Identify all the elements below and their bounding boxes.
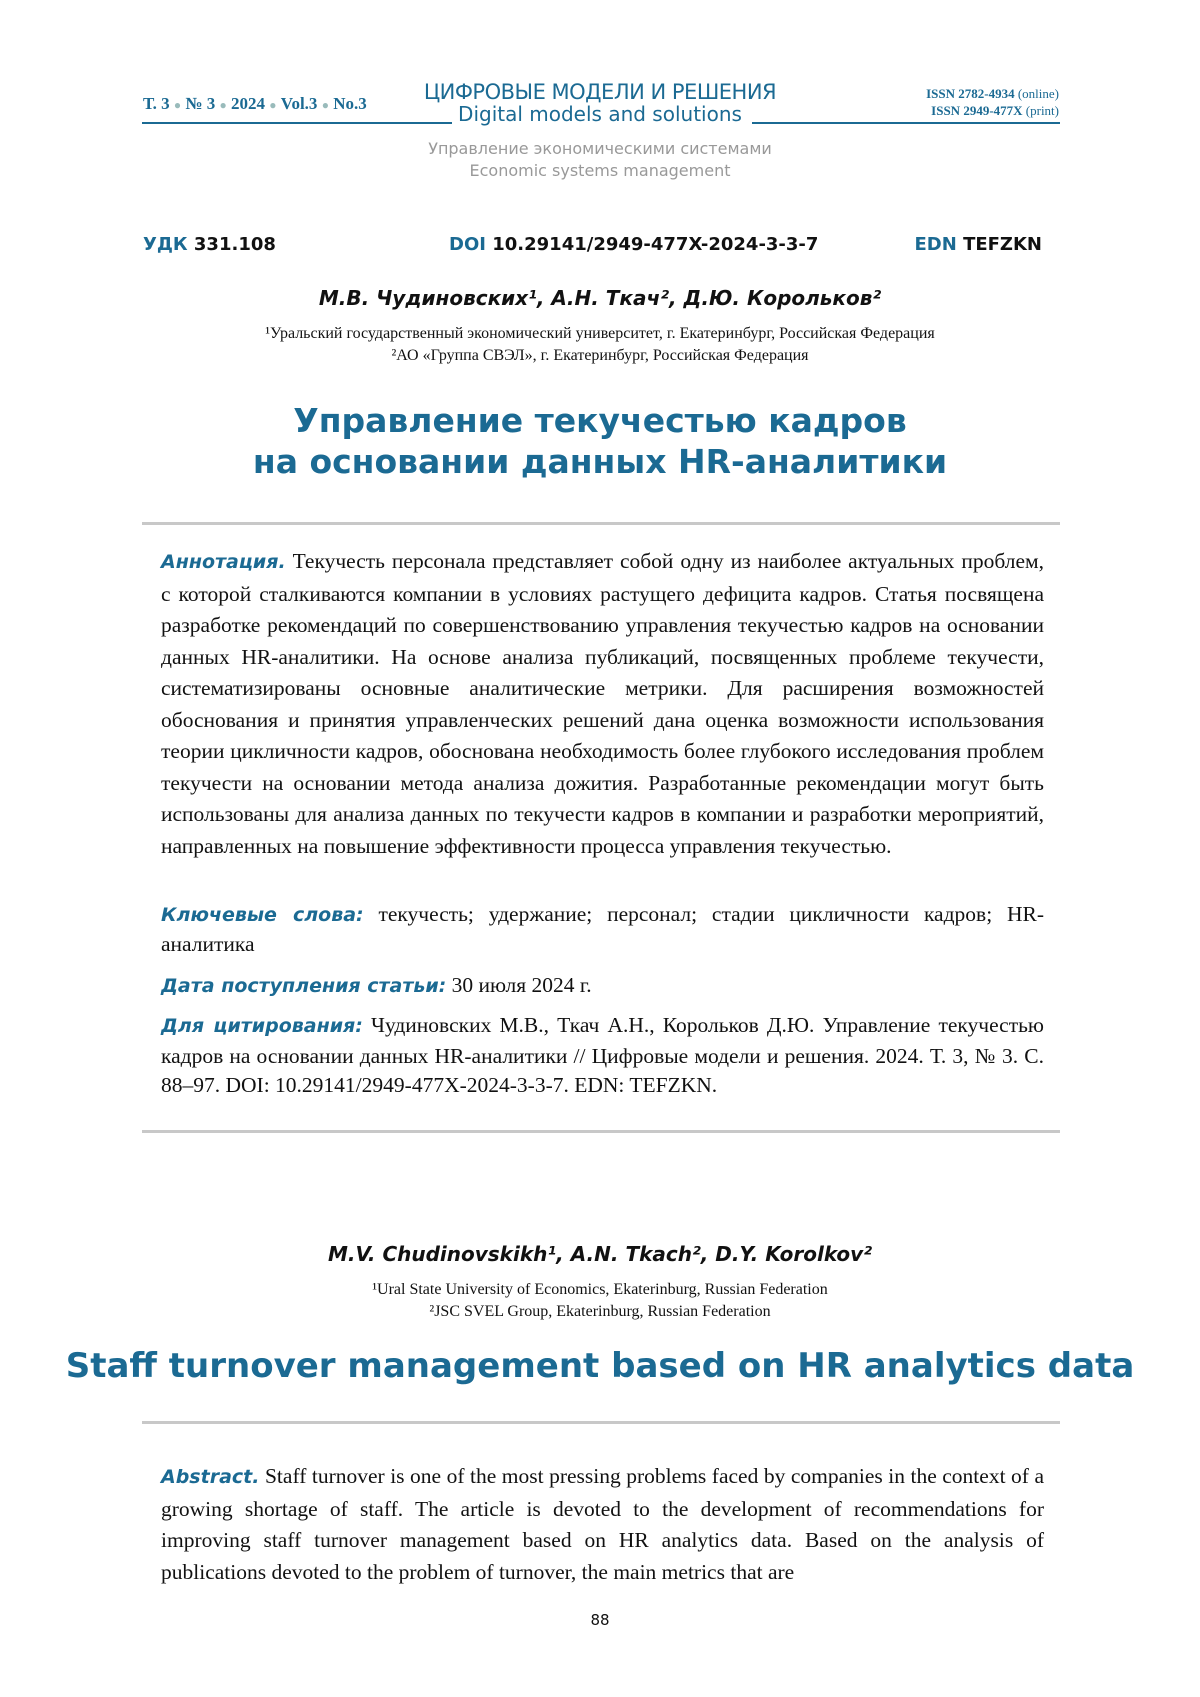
authors-ru: М.В. Чудиновских¹, А.Н. Ткач², Д.Ю. Корольков² — [318, 286, 882, 310]
divider — [142, 522, 1060, 525]
issn-online: ISSN 2782-4934 — [926, 86, 1015, 101]
affiliations-en — [0, 1279, 1200, 1323]
affiliation-1: ¹Уральский государственный экономический университет, г. Екатеринбург, Российская Федерация — [265, 325, 935, 342]
udk — [143, 234, 276, 255]
abstract-ru — [161, 546, 1044, 862]
edn — [914, 234, 1042, 255]
section-en: Economic systems management — [469, 161, 731, 180]
doi-label: DOI — [449, 234, 486, 255]
doi — [449, 234, 818, 255]
article-title-ru — [0, 400, 1200, 482]
affiliation-2: ²АО «Группа СВЭЛ», г. Екатеринбург, Российская Федерация — [391, 347, 809, 364]
date-label: Дата поступления статьи: — [161, 975, 447, 997]
section-ru: Управление экономическими системами — [428, 139, 772, 158]
article-title-en: Staff turnover management based on HR analytics data — [65, 1346, 1135, 1386]
doi-value[interactable]: 10.29141/2949-477X-2024-3-3-7 — [492, 234, 819, 255]
keywords-ru — [161, 900, 1044, 959]
received-date — [161, 970, 1044, 1003]
journal-title-ru: ЦИФРОВЫЕ МОДЕЛИ И РЕШЕНИЯ — [423, 80, 777, 104]
udk-label: УДК — [143, 234, 188, 255]
keywords-label: Ключевые слова: — [161, 904, 364, 926]
divider — [142, 1130, 1060, 1133]
abstract-text: Текучесть персонала представляет собой одну из наиболее актуальных проблем, с которой сталкиваются компании в условиях растущего дефицита кадров. Статья посвящена разработке рекомендаций по совершенствованию управления текучестью кадров на основании данных HR-аналитики. На основе анализа публикаций, посвященных проблеме текучести, систематизированы основные аналитические метрики. Для расширения возможностей обоснования и принятия управленческих решений дана оценка возможности использования теории цикличности кадров, обоснована необходимость более глубокого исследования проблем текучести на основании метода анализа дожития. Разработанные рекомендации могут быть использованы для анализа данных по текучести кадров в компании и разработки мероприятий, направленных на повышение эффективности процесса управления текучестью. — [161, 549, 1045, 858]
section-heading — [300, 138, 900, 182]
volume: Т. 3 — [143, 94, 170, 113]
cite-text: Чудиновских М.В., Ткач А.Н., Корольков Д.Ю. Управление текучестью кадров на основании данных HR-аналитики // Цифровые модели и решения. 2024. Т. 3, № 3. С. 88–97. DOI: 10.29141/2949-477X-2024-3-3-7. EDN: TEFZKN. — [161, 1013, 1044, 1097]
abstract-en — [161, 1461, 1044, 1588]
title-line-1: Управление текучестью кадров — [293, 401, 907, 440]
number: № 3 — [185, 94, 216, 113]
abstract-text-en: Staff turnover is one of the most pressing problems faced by companies in the context of a growing shortage of staff. The article is devoted to the development of recommendations for improving staff turnover management based on HR analytics data. Based on the analysis of publications devoted to the problem of turnover, the main metrics that are — [161, 1464, 1045, 1584]
issn-print-note: (print) — [1025, 103, 1059, 118]
cite-label: Для цитирования: — [161, 1015, 363, 1037]
edn-label: EDN — [914, 234, 957, 255]
number-en: No.3 — [333, 94, 367, 113]
edn-value: TEFZKN — [963, 234, 1042, 255]
title-line-2: на основании данных HR-аналитики — [252, 442, 948, 481]
keywords-text: текучесть; удержание; персонал; стадии цикличности кадров; HR-аналитика — [161, 902, 1044, 956]
divider — [142, 1421, 1060, 1424]
journal-title-en: Digital models and solutions — [458, 102, 742, 126]
issue-info: Т. 3 ● № 3 ● 2024 ● Vol.3 ● No.3 — [143, 94, 367, 113]
affiliation-1-en: ¹Ural State University of Economics, Ekaterinburg, Russian Federation — [372, 1281, 828, 1298]
abstract-label-en: Abstract. — [161, 1466, 260, 1488]
issn-print: ISSN 2949-477X — [931, 103, 1023, 118]
year: 2024 — [230, 94, 265, 113]
journal-logo — [380, 80, 820, 126]
issn-block — [926, 85, 1059, 119]
citation — [161, 1011, 1044, 1101]
abstract-label: Аннотация. — [161, 551, 286, 573]
page-number: 88 — [590, 1611, 610, 1629]
authors-en: M.V. Chudinovskikh¹, A.N. Tkach², D.Y. Korolkov² — [328, 1242, 872, 1266]
volume-en: Vol.3 — [280, 94, 318, 113]
date-value: 30 июля 2024 г. — [451, 973, 592, 997]
udk-value: 331.108 — [193, 234, 276, 255]
affiliation-2-en: ²JSC SVEL Group, Ekaterinburg, Russian Federation — [429, 1303, 771, 1320]
issn-online-note: (online) — [1017, 86, 1059, 101]
affiliations-ru — [0, 323, 1200, 367]
